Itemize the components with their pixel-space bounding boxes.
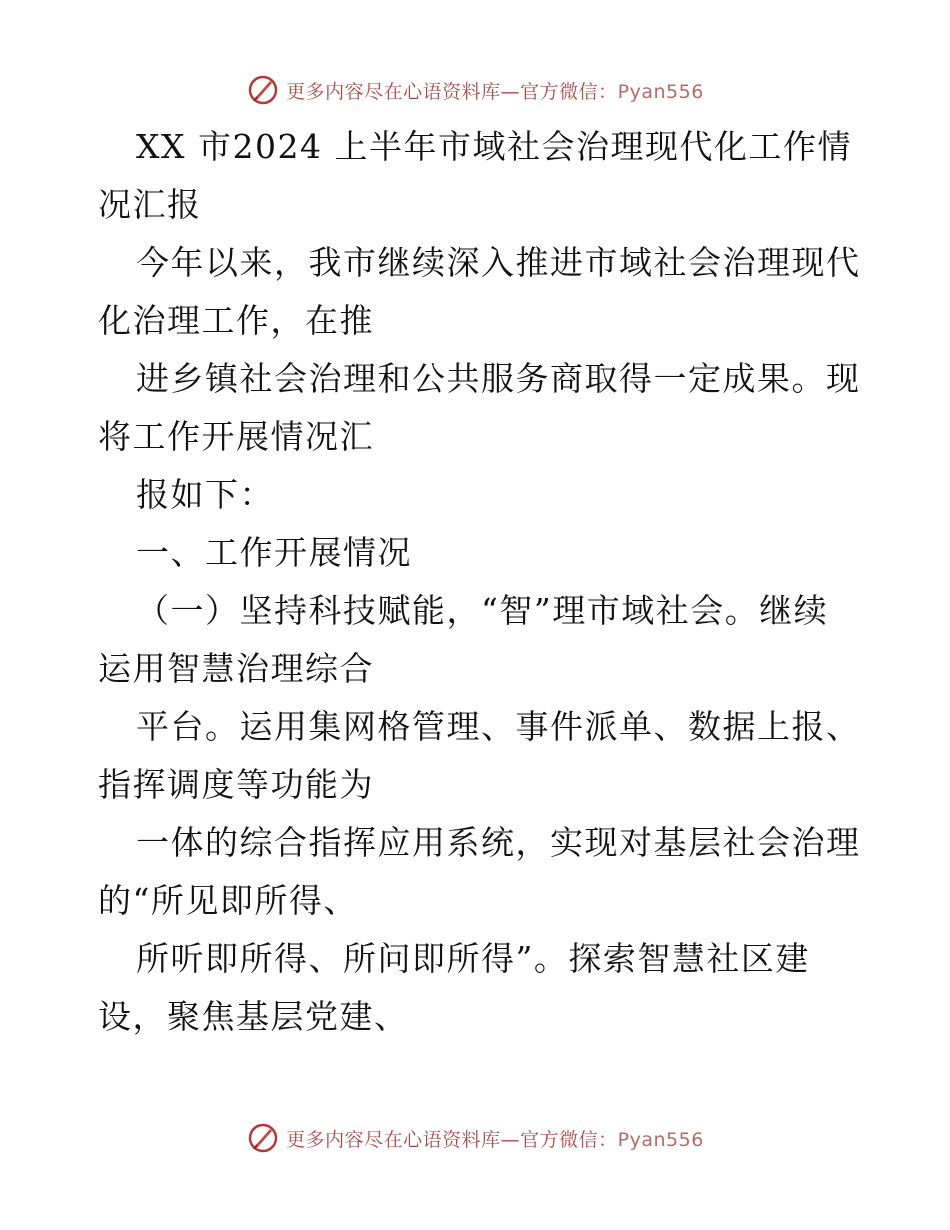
header-watermark (0, 70, 950, 110)
text-line: 一体的综合指挥应用系统，实现对基层社会治理 (136, 823, 861, 862)
document-body (98, 118, 861, 1046)
section-heading: 一、工作开展情况 (136, 533, 412, 572)
text-line: 平台。运用集网格管理、事件派单、数据上报、 (136, 707, 861, 746)
text-line: 的“所见即所得、 (98, 881, 358, 920)
quill-pen-logo-icon (246, 1121, 280, 1155)
text-line: 运用智慧治理综合 (98, 649, 374, 688)
footer-watermark (0, 1118, 950, 1158)
text-line: 进乡镇社会治理和公共服务商取得一定成果。现 (136, 359, 861, 398)
watermark-text: 更多内容尽在心语资料库—官方微信：Pyan556 (286, 1128, 704, 1151)
text-line: 将工作开展情况汇 (98, 417, 374, 456)
text-line: 设，聚焦基层党建、 (98, 997, 409, 1036)
quill-pen-logo-icon (246, 73, 280, 107)
text-line: 指挥调度等功能为 (98, 765, 374, 804)
text-line: 报如下： (136, 475, 274, 514)
text-line: XX 市2024 上半年市域社会治理现代化工作情 (136, 127, 852, 166)
watermark-text: 更多内容尽在心语资料库—官方微信：Pyan556 (286, 80, 704, 103)
text-line: 况汇报 (98, 185, 202, 224)
text-line: 所听即所得、所问即所得”。探索智慧社区建 (136, 939, 810, 978)
text-line: （一）坚持科技赋能，“智”理市域社会。继续 (136, 591, 829, 630)
text-line: 化治理工作，在推 (98, 301, 374, 340)
text-line: 今年以来，我市继续深入推进市域社会治理现代 (136, 243, 861, 282)
